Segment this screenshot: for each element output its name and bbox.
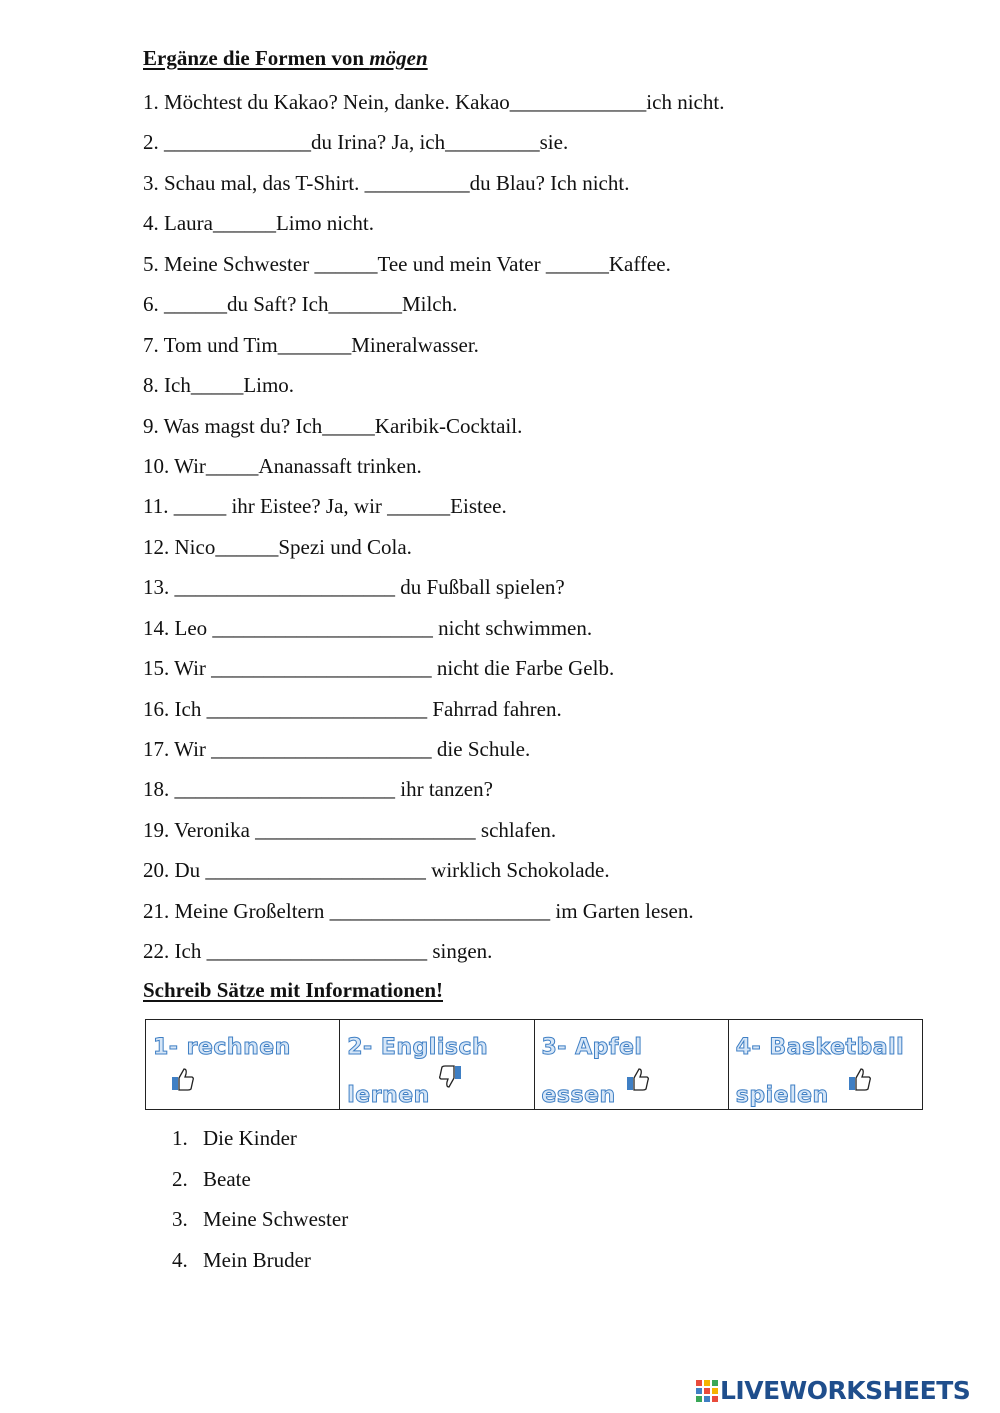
info-cell-label: 4- Basketball bbox=[735, 1035, 905, 1060]
answer-list bbox=[172, 1122, 348, 1285]
exercise-line: 22. Ich _____________________ singen. bbox=[143, 939, 493, 964]
exercise-line: 20. Du _____________________ wirklich Schokolade. bbox=[143, 858, 610, 883]
thumbs-down-icon bbox=[437, 1064, 463, 1090]
exercise-line: 19. Veronika _____________________ schlafen. bbox=[143, 817, 557, 842]
exercise-line: 10. Wir_____Ananassaft trinken. bbox=[143, 453, 422, 478]
exercise-list bbox=[143, 86, 724, 976]
exercise-line: 1. Möchtest du Kakao? Nein, danke. Kakao_____________ich nicht. bbox=[143, 90, 725, 114]
exercise-line: 16. Ich _____________________ Fahrrad fahren. bbox=[143, 696, 562, 721]
list-item: 4. Mein Bruder bbox=[172, 1248, 311, 1273]
list-item: 1. Die Kinder bbox=[172, 1126, 297, 1150]
exercise-line: 11. _____ ihr Eistee? Ja, wir ______Eistee. bbox=[143, 494, 507, 519]
exercise-line: 2. ______________du Irina? Ja, ich_________sie. bbox=[143, 130, 569, 155]
exercise-line: 8. Ich_____Limo. bbox=[143, 373, 295, 398]
info-cell-1 bbox=[146, 1020, 340, 1110]
exercise-line: 6. ______du Saft? Ich_______Milch. bbox=[143, 292, 458, 317]
exercise-line: 4. Laura______Limo nicht. bbox=[143, 211, 374, 236]
exercise-title: Ergänze die Formen von mögen bbox=[143, 46, 428, 70]
section2-title: Schreib Sätze mit Informationen! bbox=[143, 978, 443, 1002]
thumbs-up-icon bbox=[847, 1066, 873, 1092]
thumbs-up-icon bbox=[625, 1066, 651, 1092]
exercise-line: 5. Meine Schwester ______Tee und mein Vater ______Kaffee. bbox=[143, 251, 671, 276]
logo-grid-icon bbox=[696, 1380, 718, 1402]
info-cell-label: spielen bbox=[735, 1083, 829, 1108]
info-table bbox=[145, 1019, 923, 1110]
exercise-line: 21. Meine Großeltern _____________________ im Garten lesen. bbox=[143, 898, 694, 923]
list-item: 3. Meine Schwester bbox=[172, 1207, 349, 1232]
exercise-line: 7. Tom und Tim_______Mineralwasser. bbox=[143, 332, 479, 357]
exercise-line: 9. Was magst du? Ich_____Karibik-Cocktail. bbox=[143, 413, 523, 438]
exercise-line: 15. Wir _____________________ nicht die Farbe Gelb. bbox=[143, 656, 615, 681]
info-cell-label: essen bbox=[541, 1083, 616, 1108]
info-cell-4 bbox=[728, 1020, 922, 1110]
list-item: 2. Beate bbox=[172, 1166, 251, 1191]
info-cell-2 bbox=[340, 1020, 534, 1110]
info-cell-label: lernen bbox=[347, 1083, 430, 1108]
info-cell-label: 1- rechnen bbox=[153, 1035, 291, 1060]
thumbs-up-icon bbox=[170, 1066, 196, 1092]
exercise-line: 18. _____________________ ihr tanzen? bbox=[143, 777, 493, 802]
exercise-line: 17. Wir _____________________ die Schule. bbox=[143, 737, 531, 761]
exercise-line: 12. Nico______Spezi und Cola. bbox=[143, 534, 412, 559]
info-cell-3 bbox=[534, 1020, 728, 1110]
exercise-line: 14. Leo _____________________ nicht schwimmen. bbox=[143, 615, 593, 640]
liveworksheets-logo bbox=[696, 1376, 970, 1405]
brand-name: LIVEWORKSHEETS bbox=[720, 1376, 971, 1405]
info-cell-label: 2- Englisch bbox=[347, 1035, 489, 1060]
exercise-line: 3. Schau mal, das T-Shirt. __________du Blau? Ich nicht. bbox=[143, 170, 630, 195]
exercise-line: 13. _____________________ du Fußball spielen? bbox=[143, 575, 565, 600]
info-cell-label: 3- Apfel bbox=[541, 1035, 643, 1060]
